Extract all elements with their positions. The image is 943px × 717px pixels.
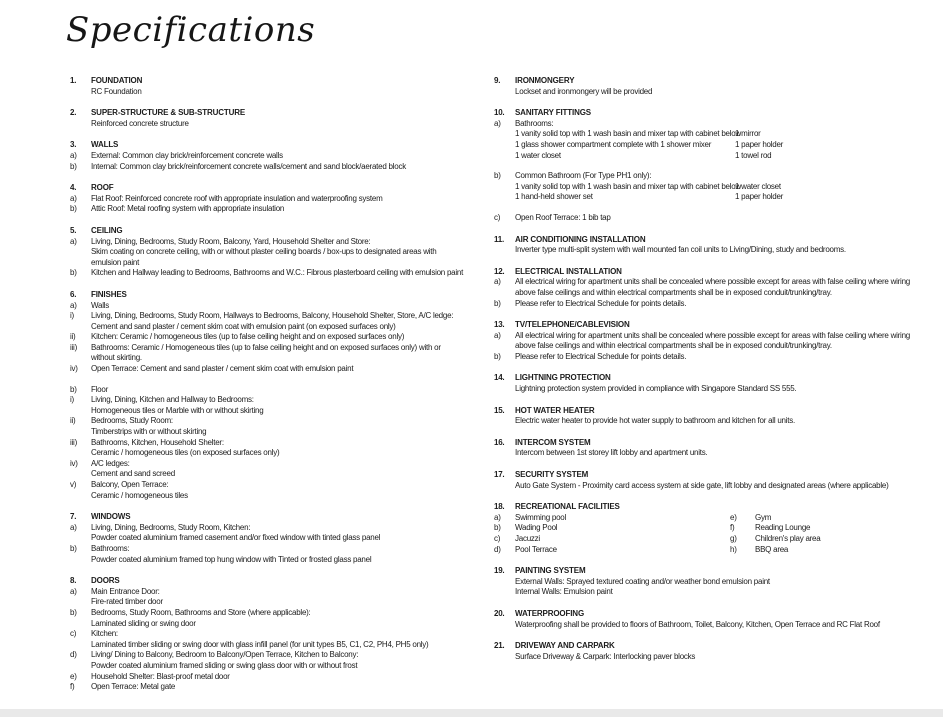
item-label: e): [70, 671, 77, 681]
item-label: a): [70, 150, 77, 160]
item-label: [494, 652, 515, 663]
spec-row: [494, 299, 914, 310]
section-heading: WINDOWS: [91, 512, 131, 522]
item-label: a): [70, 300, 77, 310]
section-heading-row: [494, 267, 914, 278]
spec-text: 1 water closet: [735, 181, 781, 191]
section-heading: SANITARY FITTINGS: [515, 108, 591, 118]
spec-row: [494, 523, 914, 534]
spec-row: [494, 481, 914, 492]
section-heading: SUPER-STRUCTURE & SUB-STRUCTURE: [91, 108, 246, 118]
item-label: b): [70, 384, 77, 394]
spec-text: Living, Dining, Bedrooms, Study Room, Kitchen:: [91, 522, 251, 532]
spec-text: Skim coating on concrete ceiling, with or without plaster ceiling boards / box-ups to designated areas with emulsion paint: [91, 247, 437, 267]
spec-text: Fire-rated timber door: [91, 597, 163, 607]
spec-row: [494, 513, 914, 524]
section-heading-row: [70, 512, 466, 523]
spec-row: [70, 237, 466, 248]
spec-text: Kitchen: Ceramic / homogeneous tiles (up to false ceiling height and on exposed surfaces only): [91, 332, 405, 342]
spec-row: [70, 119, 466, 130]
spec-text: Main Entrance Door:: [91, 586, 160, 596]
spec-row: [70, 640, 466, 651]
spec-section: [494, 641, 914, 662]
item-label: b): [70, 204, 77, 214]
section-heading: CEILING: [91, 225, 123, 235]
spec-text: Flat Roof: Reinforced concrete roof with appropriate insulation and waterproofing system: [91, 193, 383, 203]
spec-text: Living/ Dining to Balcony, Bedroom to Balcony/Open Terrace, Kitchen to Balcony:: [91, 650, 359, 660]
item-label: [494, 192, 515, 203]
spec-row: [70, 459, 466, 470]
item-label: a): [494, 512, 501, 522]
spec-row: [70, 416, 466, 427]
item-label: b): [70, 543, 77, 553]
item-label: [494, 151, 515, 162]
section-heading-row: [494, 566, 914, 577]
item-label: a): [70, 193, 77, 203]
spec-text: Common Bathroom (For Type PH1 only):: [515, 171, 652, 181]
item-label: iii): [70, 342, 77, 352]
section-number: 15.: [494, 405, 505, 415]
section-heading: FINISHES: [91, 289, 127, 299]
item-label: [494, 384, 515, 395]
section-number: 1.: [70, 76, 77, 85]
spec-row: [70, 406, 466, 417]
spec-text: Living, Dining, Kitchen and Hallway to Bedrooms:: [91, 395, 254, 405]
spec-section: [70, 140, 466, 172]
item-label: [70, 491, 91, 502]
spec-row: [70, 438, 466, 449]
section-heading: INTERCOM SYSTEM: [515, 437, 591, 447]
spec-text: Cement and sand plaster / cement skim coat with emulsion paint (on exposed surfaces only): [91, 321, 396, 331]
section-heading: HOT WATER HEATER: [515, 405, 595, 415]
item-label: [70, 640, 91, 651]
spec-section: [70, 76, 466, 97]
item-label: [494, 129, 515, 140]
item-label: b): [70, 161, 77, 171]
section-heading-row: [494, 76, 914, 87]
section-heading: AIR CONDITIONING INSTALLATION: [515, 234, 646, 244]
spec-text: Laminated sliding or swing door: [91, 618, 196, 628]
spec-text: Powder coated aluminium framed sliding or swing glass door with or without frost: [91, 660, 358, 670]
spec-section: [70, 226, 466, 279]
spec-row: [494, 87, 914, 98]
spec-row: [494, 140, 914, 151]
spec-text: Balcony, Open Terrace:: [91, 480, 169, 489]
item-label: d): [70, 650, 77, 660]
spec-text: Internal Walls: Emulsion paint: [515, 587, 613, 597]
spec-text: Homogeneous tiles or Marble with or without skirting: [91, 405, 264, 415]
spec-text: 1 paper holder: [735, 139, 784, 149]
item-label: f): [730, 523, 735, 533]
spec-row: [70, 194, 466, 205]
item-label: [494, 620, 515, 631]
item-label: c): [494, 212, 501, 222]
section-heading-row: [70, 226, 466, 237]
section-heading: RECREATIONAL FACILITIES: [515, 502, 620, 512]
spec-row: [70, 427, 466, 438]
item-label: a): [70, 522, 77, 532]
item-label: [70, 469, 91, 480]
spec-text: Inverter type multi-split system with wall mounted fan coil units to Living/Dining, study and bedrooms.: [515, 245, 846, 255]
item-label: [494, 481, 515, 492]
item-label: [494, 416, 515, 427]
spec-section: [494, 76, 914, 97]
spec-row: [494, 119, 914, 130]
spec-row: [494, 331, 914, 352]
spec-text: Living, Dining, Bedrooms, Study Room, Hallways to Bedrooms, Balcony, Household Shelter, Store, A/C ledge:: [91, 311, 454, 321]
item-label: [494, 587, 515, 598]
page-bottom-edge: [0, 709, 943, 717]
spec-row: [70, 151, 466, 162]
section-heading: WATERPROOFING: [515, 608, 585, 618]
spec-text: Bathrooms:: [515, 118, 554, 128]
spec-text: A/C ledges:: [91, 458, 130, 468]
spec-row: [70, 469, 466, 480]
section-heading-row: [70, 76, 466, 87]
section-heading: ROOF: [91, 183, 114, 193]
item-label: h): [730, 544, 737, 554]
section-number: 4.: [70, 183, 77, 193]
spec-section: [70, 290, 466, 501]
spec-row: [70, 343, 466, 364]
spec-section: [494, 235, 914, 256]
spec-text: Swimming pool: [515, 512, 566, 522]
spec-text: Please refer to Electrical Schedule for points details.: [515, 351, 687, 361]
spec-row: [494, 182, 914, 193]
spec-row: [70, 672, 466, 683]
spec-row: [494, 577, 914, 588]
spec-row: [494, 171, 914, 182]
section-heading-row: [494, 373, 914, 384]
section-heading: LIGHTNING PROTECTION: [515, 373, 611, 383]
item-label: v): [70, 480, 77, 489]
section-number: 16.: [494, 437, 505, 447]
spec-text: Reinforced concrete structure: [91, 118, 189, 128]
section-heading-row: [494, 108, 914, 119]
spec-row: [70, 650, 466, 661]
section-number: 20.: [494, 608, 505, 618]
section-heading-row: [70, 576, 466, 587]
spec-row: [70, 301, 466, 312]
spec-section: [494, 566, 914, 598]
spec-row: [70, 629, 466, 640]
section-heading: FOUNDATION: [91, 76, 143, 85]
section-heading-row: [70, 290, 466, 301]
section-number: 9.: [494, 76, 501, 85]
spec-section: [70, 512, 466, 565]
spec-row: [70, 533, 466, 544]
spec-text: Electric water heater to provide hot water supply to bathroom and kitchen for all units.: [515, 416, 795, 426]
item-label: d): [494, 544, 501, 554]
spec-section: [494, 502, 914, 555]
spec-text: Internal: Common clay brick/reinforcement concrete walls/cement and sand block/aerated block: [91, 161, 406, 171]
spec-row: [70, 544, 466, 555]
spec-text: Lockset and ironmongery will be provided: [515, 86, 653, 96]
item-label: ii): [70, 416, 76, 426]
spec-section: [494, 438, 914, 459]
spec-text: 1 mirror: [735, 129, 761, 139]
spec-row: [70, 619, 466, 630]
page-title: Specifications: [66, 10, 316, 50]
spec-text: Walls: [91, 300, 110, 310]
item-label: i): [70, 311, 74, 321]
item-label: e): [730, 512, 737, 522]
section-heading: SECURITY SYSTEM: [515, 470, 589, 480]
spec-text: BBQ area: [755, 544, 789, 554]
spec-row: [70, 322, 466, 333]
item-label: [70, 619, 91, 630]
item-label: a): [70, 236, 77, 246]
spec-text: Please refer to Electrical Schedule for points details.: [515, 298, 687, 308]
section-heading-row: [494, 502, 914, 513]
item-label: [494, 140, 515, 151]
spec-row: [70, 608, 466, 619]
spec-text: Ceramic / homogeneous tiles: [91, 490, 188, 500]
item-label: [494, 448, 515, 459]
item-label: [494, 182, 515, 193]
section-number: 8.: [70, 576, 77, 586]
section-heading-row: [494, 406, 914, 417]
spec-row: [70, 364, 466, 375]
item-label: b): [494, 523, 501, 533]
spec-row: [70, 87, 466, 98]
section-heading-row: [70, 183, 466, 194]
spec-section: [494, 470, 914, 491]
item-label: b): [494, 171, 501, 181]
spec-column-right: [494, 76, 914, 673]
spec-text: Ceramic / homogeneous tiles (on exposed surfaces only): [91, 448, 280, 458]
spec-row: [70, 523, 466, 534]
spec-section: [70, 576, 466, 693]
section-heading-row: [494, 470, 914, 481]
spec-text: 1 towel rod: [735, 150, 772, 160]
spec-text: External: Common clay brick/reinforcement concrete walls: [91, 150, 283, 160]
item-label: c): [70, 629, 77, 639]
spec-section: [494, 406, 914, 427]
item-label: [494, 87, 515, 98]
section-number: 5.: [70, 225, 77, 235]
spec-row: [70, 311, 466, 322]
spec-text: Lightning protection system provided in compliance with Singapore Standard SS 555.: [515, 384, 797, 394]
section-heading: IRONMONGERY: [515, 76, 575, 85]
section-number: 2.: [70, 108, 77, 118]
item-label: a): [494, 277, 501, 287]
spec-text: Powder coated aluminium framed casement and/or fixed window with tinted glass panel: [91, 533, 381, 543]
section-number: 14.: [494, 373, 505, 383]
item-label: [70, 533, 91, 544]
spec-row: [494, 652, 914, 663]
spec-row: [70, 268, 466, 279]
spec-text: 1 water closet: [515, 150, 561, 160]
section-heading-row: [494, 609, 914, 620]
section-number: 13.: [494, 320, 505, 330]
spec-text: RC Foundation: [91, 86, 142, 96]
section-heading: ELECTRICAL INSTALLATION: [515, 266, 622, 276]
spec-text: 1 vanity solid top with 1 wash basin and mixer tap with cabinet below: [515, 181, 741, 191]
item-label: ii): [70, 332, 76, 342]
item-label: f): [70, 682, 75, 692]
spec-row: [70, 332, 466, 343]
spec-text: Timberstrips with or without skirting: [91, 427, 207, 437]
spec-text: Bathrooms: Ceramic / Homogeneous tiles (up to false ceiling height and on exposed surfaces only) with or without skirting.: [91, 342, 441, 363]
spec-row: [70, 480, 466, 491]
spec-section: [494, 320, 914, 362]
spec-text: Open Terrace: Metal gate: [91, 682, 176, 692]
spec-text: External Walls: Sprayed textured coating and/or weather bond emulsion paint: [515, 576, 770, 586]
spec-text: 1 paper holder: [735, 192, 784, 202]
section-heading-row: [494, 641, 914, 652]
item-label: [70, 555, 91, 566]
spec-row: [70, 448, 466, 459]
spec-text: Bathrooms:: [91, 543, 130, 553]
spec-row: [70, 491, 466, 502]
section-heading-row: [494, 320, 914, 331]
spec-text: Pool Terrace: [515, 544, 557, 554]
spec-row: [70, 204, 466, 215]
item-label: [494, 245, 515, 256]
section-heading: DOORS: [91, 576, 120, 586]
section-heading: WALLS: [91, 140, 119, 150]
section-number: 19.: [494, 566, 505, 576]
spec-section: [494, 108, 914, 223]
spec-row: [494, 192, 914, 203]
section-heading-row: [494, 235, 914, 246]
spec-text: 1 hand-held shower set: [515, 192, 593, 202]
spec-row: [494, 277, 914, 298]
spec-section: [494, 609, 914, 630]
spec-row: [494, 534, 914, 545]
section-heading-row: [494, 438, 914, 449]
section-number: 12.: [494, 266, 505, 276]
spec-row: [70, 385, 466, 396]
spec-text: Children's play area: [755, 534, 821, 543]
item-label: b): [70, 268, 77, 278]
section-number: 7.: [70, 512, 77, 522]
item-label: a): [494, 330, 501, 340]
spec-column-left: [70, 76, 466, 704]
spec-text: Living, Dining, Bedrooms, Study Room, Balcony, Yard, Household Shelter and Store:: [91, 236, 371, 246]
section-number: 18.: [494, 502, 505, 512]
spec-row: [494, 129, 914, 140]
item-label: [70, 322, 91, 333]
spec-text: Waterproofing shall be provided to floors of Bathroom, Toilet, Balcony, Kitchen, Open Terrace and RC Flat Roof: [515, 619, 880, 629]
item-label: [70, 406, 91, 417]
item-label: iii): [70, 437, 77, 447]
spec-row: [70, 661, 466, 672]
spec-row: [70, 597, 466, 608]
section-number: 10.: [494, 108, 505, 118]
item-label: [70, 661, 91, 672]
spec-text: Open Terrace: Cement and sand plaster / cement skim coat with emulsion paint: [91, 364, 354, 374]
spec-text: Intercom between 1st storey lift lobby and apartment units.: [515, 448, 708, 458]
spec-row: [494, 245, 914, 256]
spec-row: [70, 247, 466, 268]
spec-section: [494, 373, 914, 394]
spec-section: [70, 108, 466, 129]
item-label: [70, 119, 91, 130]
spec-text: Kitchen:: [91, 629, 118, 639]
spec-section: [494, 267, 914, 309]
spec-text: Kitchen and Hallway leading to Bedrooms, Bathrooms and W.C.: Fibrous plasterboard ceiling with emulsion paint: [91, 268, 464, 278]
item-label: a): [70, 586, 77, 596]
spec-row: [494, 545, 914, 556]
section-number: 17.: [494, 470, 505, 480]
spec-text: Powder coated aluminium framed top hung window with Tinted or frosted glass panel: [91, 554, 372, 564]
item-label: iv): [70, 364, 78, 374]
item-label: b): [70, 607, 77, 617]
spec-row: [494, 352, 914, 363]
item-label: i): [70, 395, 74, 405]
spec-text: Jacuzzi: [515, 534, 540, 543]
spec-row: [70, 395, 466, 406]
item-label: [494, 577, 515, 588]
spec-text: Gym: [755, 512, 772, 522]
spec-row: [494, 587, 914, 598]
spec-text: Cement and sand screed: [91, 469, 175, 479]
spec-row: [494, 620, 914, 631]
section-heading: DRIVEWAY AND CARPARK: [515, 641, 615, 651]
spec-text: All electrical wiring for apartment units shall be concealed where possible except for areas with false ceiling where wiring above false ceilings and within electrical compartments shall be in exposed conduit/trunking/tray.: [515, 330, 910, 351]
section-number: 11.: [494, 234, 504, 244]
item-label: [70, 427, 91, 438]
section-heading: TV/TELEPHONE/CABLEVISION: [515, 320, 630, 330]
item-label: g): [730, 534, 737, 543]
spec-row: [70, 162, 466, 173]
item-label: [70, 448, 91, 459]
item-label: b): [494, 351, 501, 361]
item-label: a): [494, 118, 501, 128]
spec-text: Wading Pool: [515, 523, 558, 533]
spec-text: Floor: [91, 384, 108, 394]
item-label: c): [494, 534, 501, 543]
section-heading-row: [70, 108, 466, 119]
spec-row: [70, 587, 466, 598]
spec-text: Bedrooms, Study Room:: [91, 416, 173, 426]
spec-text: Auto Gate System - Proximity card access system at side gate, lift lobby and designated areas (where applicable): [515, 480, 889, 490]
item-label: b): [494, 298, 501, 308]
spec-row: [494, 213, 914, 224]
section-number: 3.: [70, 140, 77, 150]
section-heading: PAINTING SYSTEM: [515, 566, 586, 576]
spec-text: Laminated timber sliding or swing door with glass infill panel (for unit types B5, C1, C2, PH4, PH5 only): [91, 639, 429, 649]
item-label: [70, 247, 91, 268]
spec-row: [494, 151, 914, 162]
spec-text: Attic Roof: Metal roofing system with appropriate insulation: [91, 204, 285, 214]
spec-text: Household Shelter: Blast-proof metal door: [91, 671, 230, 681]
spec-text: Reading Lounge: [755, 523, 811, 533]
spec-text: 1 glass shower compartment complete with 1 shower mixer: [515, 139, 712, 149]
section-heading-row: [70, 140, 466, 151]
spec-section: [70, 183, 466, 215]
item-label: [70, 87, 91, 98]
spec-text: Bedrooms, Study Room, Bathrooms and Store (where applicable):: [91, 607, 311, 617]
section-number: 21.: [494, 641, 505, 651]
item-label: [70, 597, 91, 608]
spec-text: All electrical wiring for apartment units shall be concealed where possible except for areas with false ceiling where wiring above false ceilings and within electrical compartments shall be in exposed conduit/trunking/tray.: [515, 277, 910, 297]
spec-text: Open Roof Terrace: 1 bib tap: [515, 212, 611, 222]
spec-row: [494, 416, 914, 427]
section-number: 6.: [70, 289, 77, 299]
spec-row: [70, 555, 466, 566]
spec-row: [70, 682, 466, 693]
spec-text: Surface Driveway & Carpark: Interlocking paver blocks: [515, 651, 696, 661]
spec-text: Bathrooms, Kitchen, Household Shelter:: [91, 437, 224, 447]
item-label: iv): [70, 458, 78, 468]
spec-row: [494, 384, 914, 395]
spec-text: 1 vanity solid top with 1 wash basin and mixer tap with cabinet below: [515, 129, 741, 139]
spec-row: [494, 448, 914, 459]
